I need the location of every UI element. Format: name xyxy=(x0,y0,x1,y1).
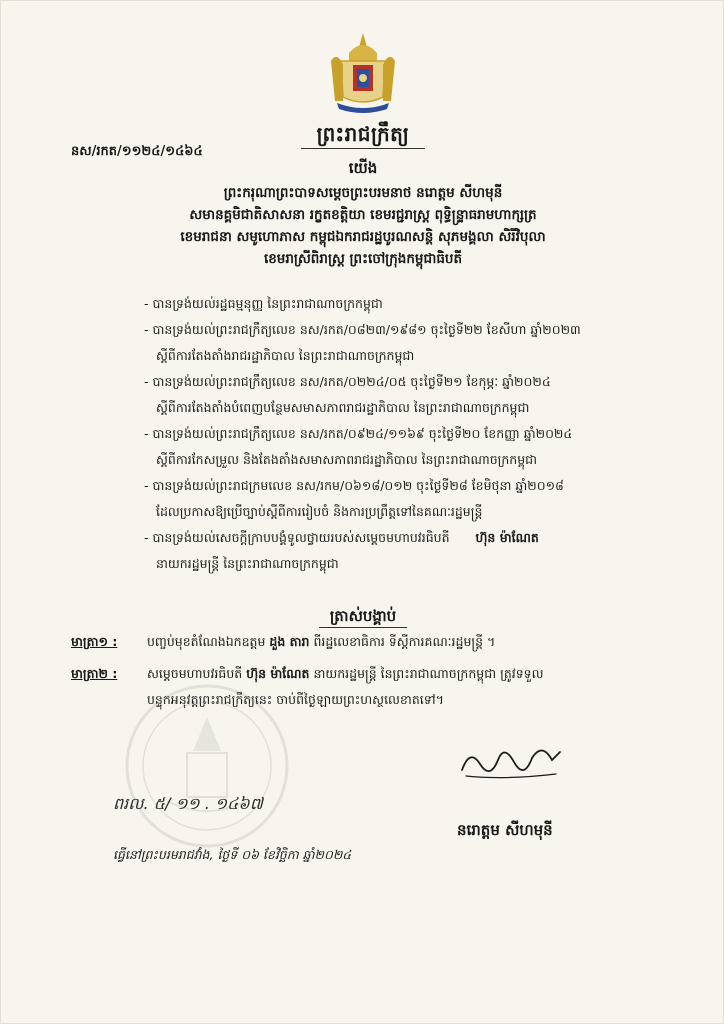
consideration-subtext: ស្ដីពីការតែងតាំងរាជរដ្ឋាភិបាល នៃព្រះរាជាណាចក្រកម្ពុជា xyxy=(156,348,415,363)
consideration-item xyxy=(144,317,664,369)
consideration-item xyxy=(144,369,664,421)
article-text: សម្ដេចមហាបវរធិបតី xyxy=(146,666,243,681)
article-label: មាត្រា២ : xyxy=(71,666,118,681)
consideration-subtext: ស្ដីពីការតែងតាំងបំពេញបន្ថែមសមាសភាពរាជរដ្ឋាភិបាល នៃព្រះរាជាណាចក្រកម្ពុជា xyxy=(156,400,530,415)
consideration-text: - បានទ្រង់យល់ព្រះរាជក្រឹត្យលេខ នស/រកត/០៨២៣/១៩៨១ ចុះថ្ងៃទី២២ ខែសីហា ឆ្នាំ២០២៣ xyxy=(144,322,581,337)
article-text-continued: បន្ទុកអនុវត្តព្រះរាជក្រឹត្យនេះ ចាប់ពីថ្ងៃឡាយព្រះហស្ថលេខាតទៅ។ xyxy=(147,692,444,707)
article-label: មាត្រា១ : xyxy=(71,634,118,649)
consideration-item xyxy=(144,473,664,525)
handwritten-signature-icon xyxy=(456,734,566,784)
considerations-list xyxy=(144,291,664,577)
document-title: ព្រះរាជក្រឹត្យ xyxy=(316,122,410,146)
decision-underline xyxy=(319,627,407,628)
consideration-item xyxy=(144,421,664,473)
official-name: ដួង តារា xyxy=(269,634,310,649)
consideration-item xyxy=(144,291,664,317)
consideration-subtext: ដែលប្រកាសឱ្យប្រើច្បាប់ស្ដីពីការរៀបចំ និងការប្រព្រឹត្តទៅនៃគណៈរដ្ឋមន្ត្រី xyxy=(156,504,483,519)
article-1 xyxy=(71,629,681,655)
consideration-text: - បានទ្រង់យល់ព្រះរាជក្រឹត្យលេខ នស/រកត/០៩២៤/១១៦៩ ចុះថ្ងៃទី២០ ខែកញ្ញា ឆ្នាំ២០២៤ xyxy=(144,426,573,441)
consideration-text: - បានទ្រង់យល់រដ្ឋធម្មនុញ្ញ នៃព្រះរាជាណាចក្រកម្ពុជា xyxy=(144,296,383,311)
consideration-subtext: ស្ដីពីការកែសម្រួល និងតែងតាំងសមាសភាពរាជរដ្ឋាភិបាល នៃព្រះរាជាណាចក្រកម្ពុជា xyxy=(156,452,538,467)
consideration-text: - បានទ្រង់យល់ព្រះរាជក្រឹត្យលេខ នស/រកត/០២២៤/០៥ ចុះថ្ងៃទី២១ ខែកុម្ភៈ ឆ្នាំ២០២៤ xyxy=(144,374,551,389)
article-text: ពីរដ្ឋលេខាធិការ ទីស្ដីការគណៈរដ្ឋមន្ត្រី ។ xyxy=(313,634,496,649)
signer-name: នរោត្តម សីហមុនី xyxy=(457,821,553,839)
prime-minister-name: ហ៊ុន ម៉ាណែត xyxy=(246,666,310,681)
royal-coat-of-arms-icon xyxy=(323,31,403,113)
consideration-subtext: នាយករដ្ឋមន្ត្រី នៃព្រះរាជាណាចក្រកម្ពុជា xyxy=(156,556,339,571)
prime-minister-name: ហ៊ុន ម៉ាណែត xyxy=(475,530,539,545)
article-text: បញ្ចប់មុខតំណែងឯកឧត្តម xyxy=(146,634,266,649)
king-title-line: ខេមរាស្រីពិរាស្ត្រ ព្រះចៅក្រុងកម្ពុជាធិបតី xyxy=(263,251,463,267)
decision-heading: ត្រាស់បង្គាប់ xyxy=(329,607,397,625)
king-title-line: ព្រះករុណាព្រះបាទសម្ដេចព្រះបរមនាថ នរោត្តម សីហមុនី xyxy=(223,185,503,201)
place-and-date: ធ្វើនៅព្រះបរមរាជវាំង, ថ្ងៃទី ០៦ ខែវិច្ឆិកា ឆ្នាំ២០២៤ xyxy=(113,847,352,862)
heading-we: យើង xyxy=(348,159,378,177)
article-text: នាយករដ្ឋមន្ត្រី នៃព្រះរាជាណាចក្រកម្ពុជា ត្រូវទទួល xyxy=(313,666,544,681)
handwritten-reference: ពរល. ៥/ ១១ . ១៤៦៧ xyxy=(113,794,263,813)
consideration-item xyxy=(144,525,664,577)
title-underline xyxy=(301,148,425,149)
embossed-seal-icon xyxy=(97,681,317,851)
reference-number: នស/រកត/១១២៤/១៤៦៤ xyxy=(71,144,203,159)
king-title-line: សមានគ្គមិជាតិសាសនា រក្ខតខត្តិយា ខេមរជ្ជរាស្ត្រ ពុទ្ធិន្រ្ទាធរាមហាក្សត្រ xyxy=(189,207,537,223)
consideration-text: - បានទ្រង់យល់ព្រះរាជក្រមលេខ នស/រកម/០៦១៨/០១២ ចុះថ្ងៃទី២៨ ខែមិថុនា ឆ្នាំ២០១៨ xyxy=(144,478,564,493)
king-title-line: ខេមរាជនា សមូហោភាស កម្ពុជឯករាជរដ្ឋបូរណសន្តិ សុភមង្គលា សិរីវិបុលា xyxy=(180,229,546,245)
consideration-text: - បានទ្រង់យល់សេចក្ដីក្រាបបង្គំទូលថ្វាយរបស់សម្ដេចមហាបវរធិបតី xyxy=(144,530,450,545)
